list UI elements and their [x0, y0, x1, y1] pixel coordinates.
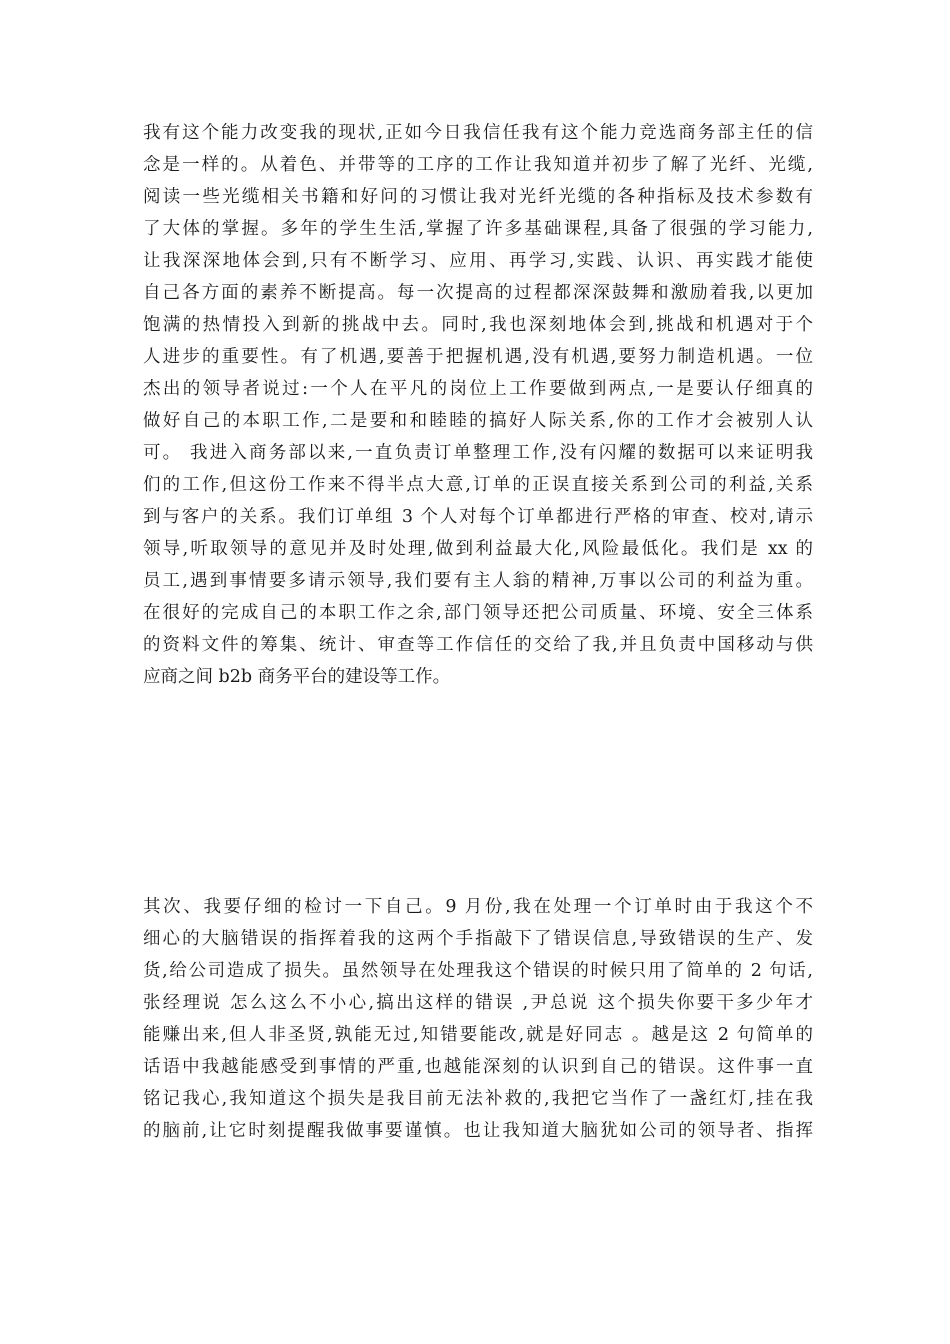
text-line: 应商之间 b2b 商务平台的建设等工作。: [143, 667, 451, 687]
paragraph-1: [143, 117, 813, 693]
text-line: 话语中我越能感受到事情的严重,也越能深刻的认识到自己的错误。这件事一直: [143, 1057, 813, 1077]
text-line: 到与客户的关系。我们订单组 3 个人对每个订单都进行严格的审查、校对,请示: [143, 507, 813, 527]
text-line: 可。 我进入商务部以来,一直负责订单整理工作,没有闪耀的数据可以来证明我: [143, 443, 813, 463]
text-line: 了大体的掌握。多年的学生生活,掌握了许多基础课程,具备了很强的学习能力,: [143, 219, 813, 239]
text-line: 的资料文件的筹集、统计、审查等工作信任的交给了我,并且负责中国移动与供: [143, 635, 813, 655]
text-line: 让我深深地体会到,只有不断学习、应用、再学习,实践、认识、再实践才能使: [143, 251, 813, 271]
text-line: 领导,听取领导的意见并及时处理,做到利益最大化,风险最低化。我们是 xx 的: [143, 539, 813, 559]
text-line: 做好自己的本职工作,二是要和和睦睦的搞好人际关系,你的工作才会被别人认: [143, 411, 813, 431]
text-line: 人进步的重要性。有了机遇,要善于把握机遇,没有机遇,要努力制造机遇。一位: [143, 347, 813, 367]
text-line: 饱满的热情投入到新的挑战中去。同时,我也深刻地体会到,挑战和机遇对于个: [143, 315, 813, 335]
text-line: 阅读一些光缆相关书籍和好问的习惯让我对光纤光缆的各种指标及技术参数有: [143, 187, 813, 207]
text-line: 其次、我要仔细的检讨一下自己。9 月份,我在处理一个订单时由于我这个不: [143, 897, 813, 917]
text-line: 的脑前,让它时刻提醒我做事要谨慎。也让我知道大脑犹如公司的领导者、指挥: [143, 1121, 813, 1141]
text-line: 细心的大脑错误的指挥着我的这两个手指敲下了错误信息,导致错误的生产、发: [143, 929, 813, 949]
text-line: 自己各方面的素养不断提高。每一次提高的过程都深深鼓舞和激励着我,以更加: [143, 283, 813, 303]
text-line: 念是一样的。从着色、并带等的工序的工作让我知道并初步了解了光纤、光缆,: [143, 155, 813, 175]
text-line: 铭记我心,我知道这个损失是我目前无法补救的,我把它当作了一盏红灯,挂在我: [143, 1089, 813, 1109]
text-line: 能赚出来,但人非圣贤,孰能无过,知错要能改,就是好同志 。越是这 2 句简单的: [143, 1025, 813, 1045]
text-line: 杰出的领导者说过:一个人在平凡的岗位上工作要做到两点,一是要认仔细真的: [143, 379, 813, 399]
text-line: 张经理说 怎么这么不小心,搞出这样的错误 ,尹总说 这个损失你要干多少年才: [143, 993, 813, 1013]
text-line: 我有这个能力改变我的现状,正如今日我信任我有这个能力竞选商务部主任的信: [143, 123, 813, 143]
paragraph-2: [143, 891, 813, 1147]
text-line: 在很好的完成自己的本职工作之余,部门领导还把公司质量、环境、安全三体系: [143, 603, 813, 623]
text-line: 员工,遇到事情要多请示领导,我们要有主人翁的精神,万事以公司的利益为重。: [143, 571, 813, 591]
text-line: 们的工作,但这份工作来不得半点大意,订单的正误直接关系到公司的利益,关系: [143, 475, 813, 495]
text-line: 货,给公司造成了损失。虽然领导在处理我这个错误的时候只用了简单的 2 句话,: [143, 961, 813, 981]
